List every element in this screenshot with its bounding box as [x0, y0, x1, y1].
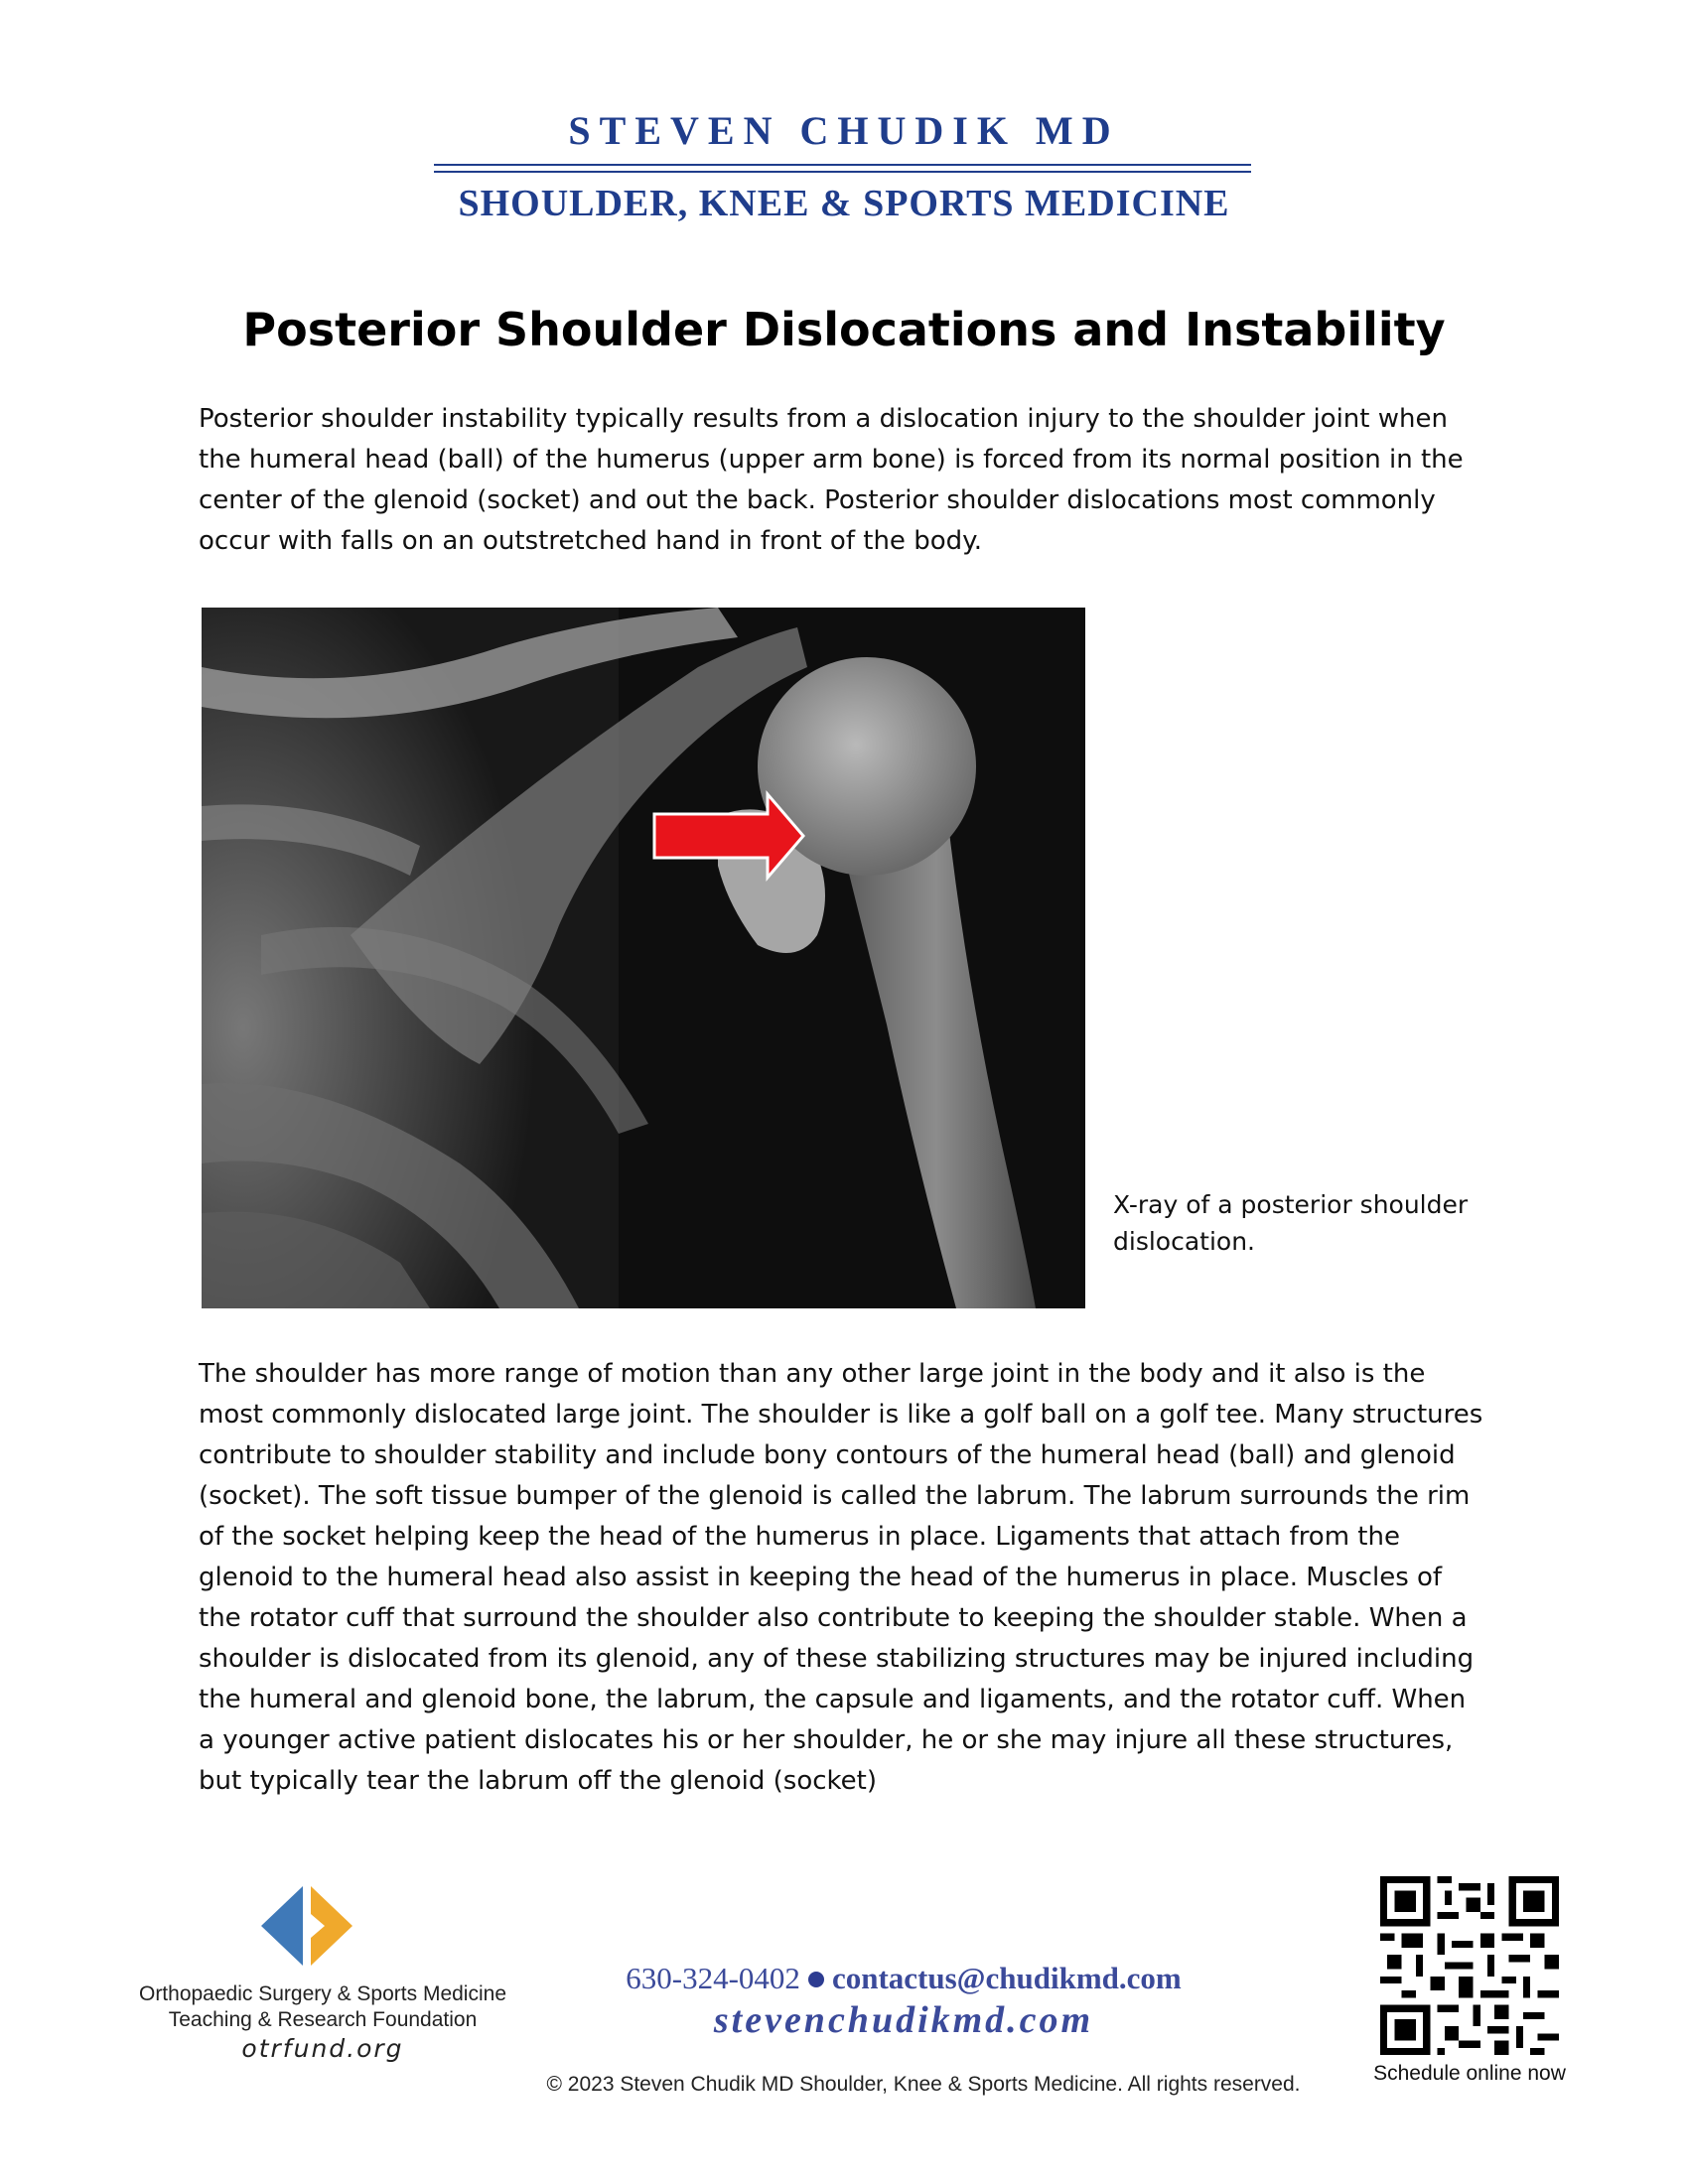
header-rule-bottom	[434, 171, 1251, 173]
brand-name: STEVEN CHUDIK MD	[568, 108, 1120, 153]
intro-paragraph: Posterior shoulder instability typically results from a dislocation injury to the shoulder joint when the humeral head (ball) of the humerus (upper arm bone) is forced from its normal position in the center of the glenoid (socket) and out the back. Posterior shoulder dislocations most commonly occur with falls on an outstretched hand in front of the body.	[199, 404, 1464, 556]
brand-tagline: SHOULDER, KNEE & SPORTS MEDICINE	[458, 183, 1230, 224]
website-link[interactable]: stevenchudikmd.com	[713, 1999, 1094, 2041]
contact-line	[556, 1961, 1251, 1996]
qr-code-icon[interactable]	[1380, 1876, 1559, 2055]
copyright-notice: © 2023 Steven Chudik MD Shoulder, Knee & Sports Medicine. All rights reserved.	[546, 2073, 1301, 2096]
page-title: Posterior Shoulder Dislocations and Instability	[242, 303, 1446, 356]
foundation-logo-icon	[253, 1886, 362, 1966]
foundation-url-link[interactable]: otrfund.org	[241, 2034, 404, 2063]
xray-image	[202, 608, 1085, 1308]
figure-caption: X-ray of a posterior shoulder dislocation.	[1113, 1190, 1469, 1256]
qr-caption: Schedule online now	[1373, 2062, 1566, 2085]
foundation-name-line1: Orthopaedic Surgery & Sports Medicine	[138, 1982, 506, 2005]
header-rule-top	[434, 164, 1251, 166]
xray-illustration	[202, 608, 1085, 1308]
body-paragraph: The shoulder has more range of motion than any other large joint in the body and it also is the most commonly dislocated large joint. The shoulder is like a golf ball on a golf tee. Many structures contribute to shoulder stability and include bony contours of the humeral head (ball) and glenoid (socket). The soft tissue bumper of the glenoid is called the labrum. The labrum surrounds the rim of the socket helping keep the head of the humerus in place. Ligaments that attach from the glenoid to the humeral head also assist in keeping the head of the humerus in place. Muscles of the rotator cuff that surround the shoulder also contribute to keeping the shoulder stable. When a shoulder is dislocated from its glenoid, any of these stabilizing structures may be injured including the humeral and glenoid bone, the labrum, the capsule and ligaments, and the rotator cuff. When a younger active patient dislocates his or her shoulder, he or she may injure all these structures, but typically tear the labrum off the glenoid (socket)	[199, 1359, 1483, 1796]
email-link[interactable]: contactus@chudikmd.com	[831, 1961, 1182, 1995]
foundation-name-line2: Teaching & Research Foundation	[168, 2008, 478, 2031]
foundation-name	[119, 1981, 526, 2033]
bullet-dot-icon	[808, 1972, 824, 1987]
phone-number[interactable]: 630-324-0402	[626, 1961, 800, 1995]
